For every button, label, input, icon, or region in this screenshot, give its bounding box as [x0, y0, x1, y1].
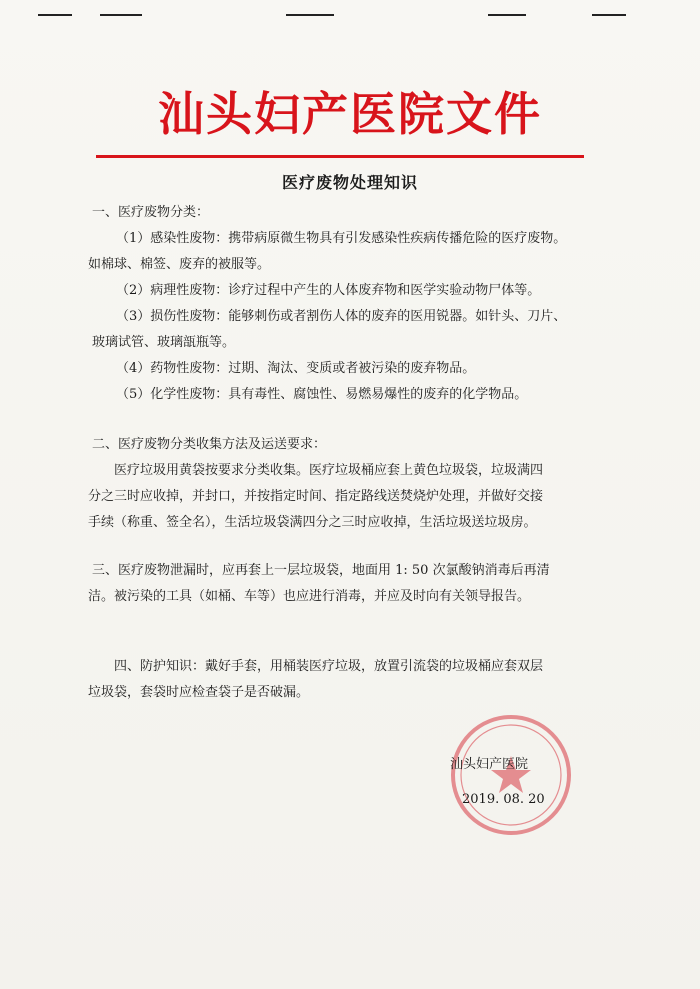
- section-3-line-2: 洁。被污染的工具（如桶、车等）也应进行消毒，并应及时向有关领导报告。: [88, 589, 531, 604]
- edge-mark: [488, 14, 526, 16]
- organization-header: 汕头妇产医院文件: [158, 87, 542, 141]
- edge-mark: [100, 14, 142, 16]
- section-1-item-5: （5）化学性废物：具有毒性、腐蚀性、易燃易爆性的废弃的化学物品。: [116, 387, 528, 402]
- header-red-rule: [96, 155, 584, 158]
- edge-mark: [286, 14, 334, 16]
- section-3-line-1: 三、医疗废物泄漏时，应再套上一层垃圾袋，地面用 1: 50 次氯酸钠消毒后再清: [92, 563, 550, 578]
- section-2-line-3: 手续（称重、签全名），生活垃圾袋满四分之三时应收掉，生活垃圾送垃圾房。: [88, 515, 537, 530]
- section-1-item-4: （4）药物性废物：过期、淘汰、变质或者被污染的废弃物品。: [116, 361, 476, 376]
- section-1-item-1-cont: 如棉球、棉签、废弃的被服等。: [88, 257, 271, 272]
- signature-date: 2019. 08. 20: [462, 792, 545, 807]
- section-4-line-1: 四、防护知识：戴好手套，用桶装医疗垃圾，放置引流袋的垃圾桶应套双层: [114, 659, 544, 674]
- document-title: 医疗废物处理知识: [281, 173, 418, 192]
- section-1-item-2: （2）病理性废物：诊疗过程中产生的人体废弃物和医学实验动物尸体等。: [116, 283, 541, 298]
- signature-organization: 汕头妇产医院: [450, 757, 529, 772]
- spacer: [88, 632, 598, 654]
- edge-mark: [592, 14, 626, 16]
- section-1-item-1: （1）感染性废物：携带病原微生物具有引发感染性疾病传播危险的医疗废物。: [116, 231, 567, 246]
- section-2-line-1: 医疗垃圾用黄袋按要求分类收集。医疗垃圾桶应套上黄色垃圾袋，垃圾满四: [114, 463, 544, 478]
- section-2-heading: 二、医疗废物分类收集方法及运送要求：: [92, 437, 327, 452]
- section-4-line-2: 垃圾袋，套袋时应检查袋子是否破漏。: [88, 685, 310, 700]
- spacer: [88, 610, 598, 632]
- section-1-heading: 一、医疗废物分类：: [92, 205, 210, 220]
- section-1-item-3: （3）损伤性废物：能够刺伤或者割伤人体的废弃的医用锐器。如针头、刀片、: [116, 309, 567, 324]
- document-body: [88, 200, 598, 706]
- spacer: [88, 536, 598, 558]
- section-2-line-2: 分之三时应收掉，并封口，并按指定时间、指定路线送焚烧炉处理，并做好交接: [88, 489, 544, 504]
- section-1-item-3-cont: 玻璃试管、玻璃瓿瓶等。: [92, 335, 236, 350]
- edge-mark: [38, 14, 72, 16]
- spacer: [88, 408, 598, 432]
